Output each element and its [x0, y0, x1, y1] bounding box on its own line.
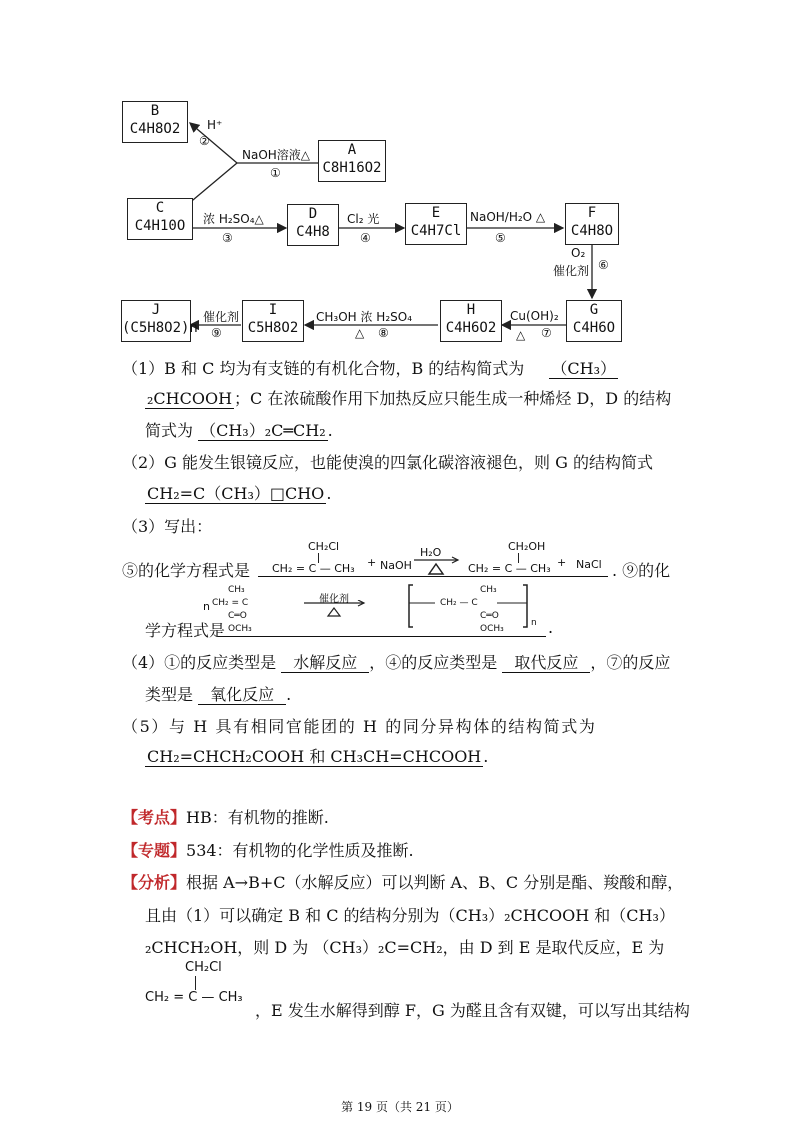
box-g-letter: G [589, 302, 599, 318]
box-j [121, 300, 198, 342]
box-a-formula: C8H16O2 [322, 160, 382, 176]
box-b [122, 101, 188, 143]
box-d [287, 204, 339, 246]
q1-prefix: （1）B 和 C 均为有支链的有机化合物，B 的结构简式为 [122, 359, 525, 378]
q4-p2: ，④的反应类型是 [369, 653, 498, 672]
eq9-co: C═O [228, 611, 247, 621]
box-i-formula: C5H8O2 [247, 320, 299, 336]
q3-eq9-label2-text: 学方程式是 [145, 621, 226, 640]
label-ch3oh: CH₃OH 浓 H₂SO₄ [316, 310, 413, 324]
note-fenxi-line3: ₂CHCH₂OH，则 D 为 （CH₃）₂C=CH₂，由 D 到 E 是取代反应，E 为 [145, 938, 665, 957]
label-step-3: ③ [222, 231, 233, 245]
q3-eq9-label2 [145, 618, 225, 641]
label-triangle-8: △ [355, 326, 365, 340]
label-cuoh2: Cu(OH)₂ [510, 309, 559, 323]
q5-line1 [122, 714, 596, 737]
eq9-brackets [405, 583, 535, 633]
label-h2so4: 浓 H₂SO₄△ [203, 212, 264, 226]
q3-eq5-label: ⑤的化学方程式是 [122, 561, 251, 580]
fenxi-struct-top: CH₂Cl [185, 960, 222, 975]
label-step-7: ⑦ [541, 326, 552, 340]
q1-line2 [145, 386, 671, 409]
eq5-right: CH₂ = C — CH₃ [468, 562, 551, 575]
q1-answer-d: （CH₃）₂C═CH₂ [200, 421, 326, 440]
box-b-letter: B [150, 103, 160, 119]
eq9-catalyst: 催化剂 [319, 594, 349, 605]
label-step-8: ⑧ [378, 326, 389, 340]
label-step-6: ⑥ [598, 258, 609, 272]
note-fenxi-line2: 且由（1）可以确定 B 和 C 的结构分别为（CH₃）₂CHCOOH 和（CH₃） [145, 906, 675, 925]
box-e [405, 203, 467, 245]
zhuanti-text: 534：有机物的化学性质及推断. [186, 841, 414, 860]
box-b-formula: C4H8O2 [129, 121, 181, 137]
q4-line2 [145, 682, 291, 705]
eq9-och3b: OCH₃ [480, 624, 504, 634]
box-h-letter: H [466, 302, 476, 318]
fenxi-text1: 根据 A→B+C（水解反应）可以判断 A、B、C 分别是酯、羧酸和醇， [186, 873, 684, 892]
label-naoh-h2o: NaOH/H₂O △ [470, 210, 546, 224]
eq9-cob: C═O [480, 611, 499, 621]
eq9-poly: CH₂ — C [440, 598, 478, 608]
q1-answer-b-part2: ₂CHCOOH [147, 389, 233, 408]
label-catalyst-6: 催化剂 [553, 264, 590, 278]
q3-eq9-label: . ⑨的化 [612, 561, 671, 580]
label-catalyst-9: 催化剂 [203, 310, 240, 324]
kaodian-text: HB：有机物的推断. [186, 808, 329, 827]
q1-answer-b-part1: （CH₃） [551, 359, 617, 378]
label-o2: O₂ [571, 246, 586, 260]
box-c-formula: C4H10O [134, 218, 186, 234]
q3-end: . [548, 618, 554, 637]
q1-mid: ；C 在浓硫酸作用下加热反应只能生成一种烯烃 D，D 的结构 [234, 389, 672, 408]
page-footer: 第 19 页（共 21 页） [341, 1100, 459, 1114]
q2-text: （2）G 能发生银镜反应，也能使溴的四氯化碳溶液褪色，则 G 的结构简式 [122, 453, 654, 472]
q2-answer: CH₂=C（CH₃）□CHO [147, 484, 325, 503]
label-triangle-7: △ [516, 328, 526, 342]
label-step-1: ① [270, 166, 281, 180]
eq9-och3a: OCH₃ [228, 624, 252, 634]
q5-text: （5）与 H 具有相同官能团的 H 的同分异构体的结构简式为 [122, 717, 597, 736]
q2-line2 [145, 481, 331, 504]
fenxi-tag: 【分析】 [122, 873, 187, 892]
eq5-plus2: + [557, 556, 567, 569]
box-h [440, 300, 502, 342]
note-zhuanti [122, 838, 414, 861]
box-c [127, 198, 193, 240]
eq5-ch2cl: CH₂Cl [308, 540, 340, 553]
note-fenxi-line4: ，E 发生水解得到醇 F，G 为醛且含有双键，可以写出其结构 [255, 1001, 690, 1020]
box-f [565, 203, 619, 245]
eq9-subscript-n: n [531, 618, 537, 628]
q4-end: . [286, 685, 292, 704]
box-g-formula: C4H6O [572, 320, 616, 336]
box-i-letter: I [268, 302, 278, 318]
label-h-plus: H⁺ [207, 118, 223, 132]
eq5-nacl: NaCl [576, 558, 602, 571]
label-step-9: ⑨ [211, 326, 222, 340]
q4-p3: ，⑦的反应 [590, 653, 671, 672]
q2-end: . [326, 484, 332, 503]
box-h-formula: C4H6O2 [445, 320, 497, 336]
q1-line3 [145, 418, 333, 441]
eq5-plus1: + [367, 556, 377, 569]
box-d-letter: D [308, 206, 318, 222]
q5-end: . [483, 747, 489, 766]
eq9-ch3a: CH₃ [228, 585, 245, 595]
eq5-arrow [412, 556, 462, 578]
q4-answer2: 取代反应 [502, 653, 590, 673]
q5-line2 [145, 744, 488, 767]
box-j-letter: J [151, 302, 161, 318]
eq5-left: CH₂ = C — CH₃ [272, 562, 355, 575]
q3-eq9-answer-line [222, 636, 546, 637]
q4-line1 [122, 650, 670, 673]
kaodian-tag: 【考点】 [122, 808, 187, 827]
box-a [318, 140, 386, 182]
box-c-letter: C [155, 200, 165, 216]
label-naoh-solution: NaOH溶液△ [242, 148, 311, 162]
box-f-letter: F [587, 205, 597, 221]
reaction-diagram-lines [0, 0, 800, 360]
label-step-4: ④ [360, 231, 371, 245]
fenxi-struct-bond [195, 976, 196, 990]
box-e-formula: C4H7Cl [410, 223, 462, 239]
eq9-ch3b: CH₃ [480, 585, 497, 595]
q5-answer: CH₂=CHCH₂COOH 和 CH₃CH=CHCOOH [147, 747, 482, 766]
zhuanti-tag: 【专题】 [122, 841, 187, 860]
eq9-left: CH₂ = C [212, 598, 249, 608]
q4-answer1: 水解反应 [281, 653, 369, 673]
note-kaodian [122, 805, 329, 828]
eq5-ch2oh: CH₂OH [508, 540, 546, 553]
q1-end: . [327, 421, 333, 440]
q1-line1 [122, 356, 618, 379]
q3-title: （3）写出： [122, 517, 213, 536]
label-cl2: Cl₂ 光 [347, 212, 380, 226]
box-f-formula: C4H8O [570, 223, 614, 239]
eq5-naoh: NaOH [380, 559, 412, 572]
box-i [242, 300, 304, 342]
q4-p1: （4）①的反应类型是 [122, 653, 277, 672]
q4-p4: 类型是 [145, 685, 194, 704]
label-step-2: ② [199, 134, 210, 148]
eq5-h2o: H₂O [420, 546, 442, 559]
label-step-5: ⑤ [495, 231, 506, 245]
fenxi-struct-main: CH₂ = C — CH₃ [145, 990, 243, 1005]
q2-line1 [122, 450, 653, 473]
box-e-letter: E [431, 205, 441, 221]
q4-answer3: 氧化反应 [198, 685, 286, 705]
box-j-formula: (C5H8O2)n [122, 320, 198, 336]
q1-prefix2: 简式为 [145, 421, 194, 440]
box-d-formula: C4H8 [296, 224, 330, 240]
box-a-letter: A [347, 142, 357, 158]
eq9-n: n [203, 600, 210, 613]
eq9-arrow [302, 600, 368, 620]
note-fenxi-line1 [122, 870, 683, 893]
box-g [566, 300, 622, 342]
